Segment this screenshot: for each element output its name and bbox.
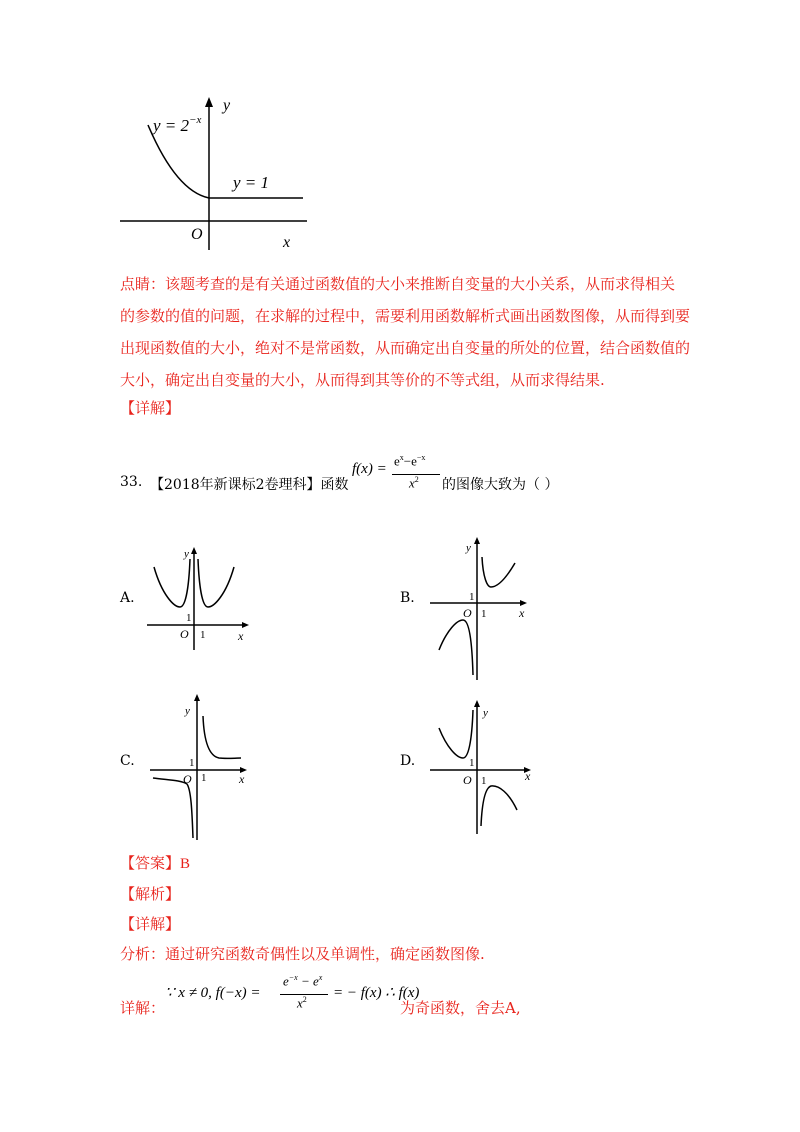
origin-label: O: [191, 226, 203, 243]
a-x-arrow: [242, 622, 249, 628]
a-one-x-label: 1: [200, 629, 206, 641]
option-c-graph: [145, 690, 255, 845]
b-one-y-label: 1: [469, 591, 475, 603]
question-tail: 的图像大致为（ ）: [442, 477, 559, 493]
formula-denominator: $x^2$: [409, 475, 419, 491]
c-left-branch: [153, 778, 193, 838]
line-label: y = 1: [233, 173, 270, 192]
option-c-label: C.: [120, 753, 135, 769]
option-b-label: B.: [400, 590, 415, 606]
d-one-y-label: 1: [469, 757, 475, 769]
c-y-arrow: [194, 694, 200, 701]
detail-frac-denominator: $x^2$: [297, 995, 307, 1011]
comment-title: 点睛：: [120, 275, 166, 293]
curve-2-pow-neg-x: [148, 125, 209, 198]
question-number: 33.: [120, 474, 143, 490]
c-one-x-label: 1: [201, 772, 207, 784]
b-origin-label: O: [463, 606, 472, 620]
a-x-label: x: [238, 629, 244, 643]
y-axis-label: y: [223, 97, 231, 114]
detail-frac-numerator: $e^{-x} - e^x$: [283, 973, 323, 989]
detail-header-1: 【详解】: [120, 399, 181, 417]
detail-line: [120, 975, 720, 1031]
question-source: 【2018年新课标2卷理科】函数: [150, 477, 349, 493]
answer-line: [120, 852, 190, 873]
b-left-branch: [439, 620, 473, 675]
detail-header-2: 【详解】: [120, 915, 181, 933]
answer-value: B: [180, 856, 191, 872]
b-one-x-label: 1: [481, 608, 487, 620]
d-origin-label: O: [463, 773, 472, 787]
d-right-branch: [481, 786, 517, 826]
c-y-label: y: [185, 705, 190, 717]
exponential-graph: [115, 95, 315, 255]
b-x-label: x: [519, 606, 525, 620]
option-b-graph: [425, 535, 535, 683]
c-x-label: x: [239, 772, 245, 786]
d-x-label: x: [525, 769, 531, 783]
d-one-x-label: 1: [481, 775, 487, 787]
a-origin-label: O: [180, 627, 189, 641]
comment-text: 该题考查的是有关通过函数值的大小来推断自变量的大小关系，从而求得相关的参数的值的问题，在求解的过程中，需要利用函数解析式画出函数图像，从而得到要出现函数值的大小，绝对不是常函数，从而确定出自变量的所处的位置，结合函数值的大小，确定出自变量的大小，从而得到其等价的不等式组，从而求得结果.: [120, 275, 691, 389]
a-right-branch: [198, 559, 234, 607]
a-one-y-label: 1: [186, 612, 192, 624]
option-a-label: A.: [120, 590, 135, 606]
detail-text-tail: 为奇函数，舍去A,: [400, 999, 521, 1017]
x-axis-label: x: [283, 234, 291, 251]
answer-label: 【答案】: [120, 854, 181, 872]
detail-math-part1: ∵ x ≠ 0, f(−x) =: [165, 985, 261, 1001]
a-y-label: y: [184, 548, 189, 560]
b-right-branch: [482, 557, 515, 587]
option-a-graph: [142, 545, 252, 655]
a-y-arrow: [191, 547, 197, 554]
c-origin-label: O: [183, 772, 192, 786]
y-axis-arrow: [205, 97, 213, 107]
option-d-graph: [425, 698, 543, 838]
d-left-branch: [439, 710, 473, 758]
analysis-text: 分析：通过研究函数奇偶性以及单调性，确定函数图像.: [120, 945, 485, 963]
detail-label: 详解：: [120, 999, 166, 1017]
c-right-branch: [203, 716, 241, 758]
question-line: [120, 455, 720, 511]
curve-label: $y = 2^{-x}$: [153, 114, 202, 135]
detail-math-part2: = − f(x) ∴ f(x): [333, 985, 420, 1001]
d-y-label: y: [483, 707, 488, 719]
c-one-y-label: 1: [189, 757, 195, 769]
comment-paragraph: [120, 268, 690, 396]
formula-numerator: $e^x-e^{-x}$: [394, 453, 426, 469]
option-d-label: D.: [400, 753, 416, 769]
formula-lhs: f(x) =: [352, 461, 387, 477]
analysis-header: 【解析】: [120, 885, 181, 903]
b-y-arrow: [474, 537, 480, 544]
d-y-arrow: [474, 700, 480, 707]
b-y-label: y: [466, 542, 471, 554]
a-left-branch: [154, 559, 190, 607]
